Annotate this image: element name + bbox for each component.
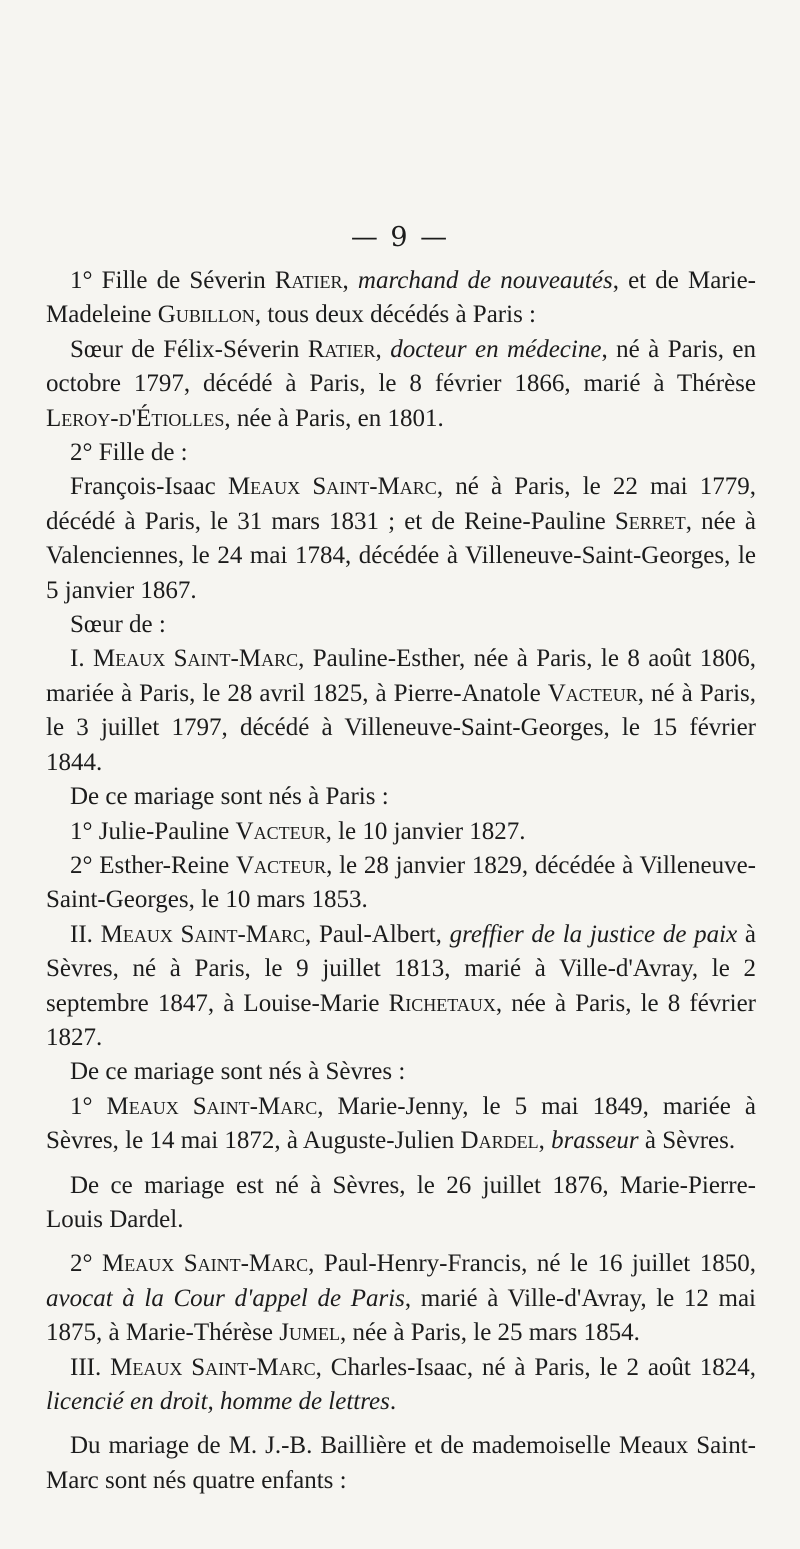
paragraph	[46, 1351, 756, 1420]
text-run: , marié à Ville-d'Avray, le 12 mai 1875, à Marie-Thérèse	[46, 1284, 756, 1347]
surname-text: Jumel	[279, 1319, 340, 1347]
text-run: ,	[538, 1127, 552, 1155]
surname-text: Meaux Saint-Marc	[100, 920, 306, 948]
paragraph	[46, 470, 756, 608]
italic-text: marchand de nouveautés	[357, 267, 613, 294]
text-run: Sœur de Félix-Séverin	[70, 335, 308, 363]
paragraph	[46, 1169, 756, 1238]
text-run: 1° Julie-Pauline	[70, 817, 236, 845]
text-run: , Charles-Isaac, né à Paris, le 2 août 1824,	[315, 1353, 756, 1381]
page-number: — 9 —	[350, 222, 450, 253]
text-run: à Sèvres.	[638, 1127, 736, 1155]
italic-text: brasseur	[551, 1127, 639, 1155]
paragraph	[46, 815, 756, 849]
surname-text: Ratier	[274, 267, 343, 294]
surname-text: Leroy-d'Étiolles	[46, 404, 225, 432]
italic-text: docteur en médecine	[390, 335, 602, 363]
paragraph	[46, 1247, 756, 1350]
surname-text: Gubillon	[157, 301, 255, 329]
italic-text: greffier de la justice de paix	[449, 920, 738, 948]
text-run: 1°	[70, 1092, 107, 1120]
text-run: III.	[70, 1353, 111, 1381]
text-run: Du mariage de M. J.-B. Baillière et de mademoiselle Meaux Saint-Marc sont nés quatre enfants :	[46, 1432, 756, 1494]
text-run: , et de Marie-Madeleine	[46, 267, 756, 329]
paragraph	[46, 642, 756, 780]
document-body	[46, 264, 756, 1498]
paragraph	[46, 849, 756, 918]
paragraph	[46, 1055, 756, 1089]
surname-text: Dardel	[460, 1127, 539, 1155]
italic-text: avocat à la Cour d'appel de Paris	[46, 1284, 405, 1312]
text-run: François-Isaac	[70, 473, 228, 501]
paragraph	[46, 1429, 756, 1498]
surname-text: Vacteur	[235, 817, 326, 845]
text-run: , née à Valenciennes, le 24 mai 1784, décédée à Villeneuve-Saint-Georges, le 5 janvier 1867.	[46, 507, 756, 604]
text-run: De ce mariage sont nés à Paris :	[70, 783, 389, 811]
paragraph	[46, 918, 756, 1056]
text-run: 2° Fille de :	[70, 439, 188, 467]
paragraph	[46, 608, 756, 642]
paragraph	[46, 333, 756, 436]
surname-text: Meaux Saint-Marc	[93, 645, 299, 673]
text-run: , née à Paris, le 8 février 1827.	[46, 989, 756, 1051]
paragraph	[46, 436, 756, 470]
text-run: Sœur de :	[70, 611, 166, 639]
text-run: , né à Paris, en octobre 1797, décédé à Paris, le 8 février 1866, marié à Thérèse	[46, 335, 757, 398]
surname-text: Meaux Saint-Marc	[102, 1250, 309, 1278]
text-run: , née à Paris, le 25 mars 1854.	[339, 1319, 640, 1347]
text-run: I.	[70, 645, 93, 673]
text-run: .	[389, 1388, 397, 1415]
text-run: 2°	[70, 1250, 102, 1278]
text-run: ,	[342, 267, 358, 294]
text-run: , Paul-Albert,	[305, 920, 450, 948]
italic-text: licencié en droit, homme de lettres	[46, 1388, 390, 1415]
paragraph	[46, 1090, 756, 1159]
text-run: II.	[70, 920, 101, 948]
paragraph	[46, 264, 756, 333]
text-run: , Marie-Jenny, le 5 mai 1849, mariée à Sèvres, le 14 mai 1872, à Auguste-Julien	[46, 1092, 756, 1155]
text-run: , né à Paris, le 22 mai 1779, décédé à Paris, le 31 mars 1831 ; et de Reine-Pauline	[46, 473, 756, 535]
text-run: ,	[375, 335, 391, 363]
surname-text: Meaux Saint-Marc	[227, 473, 437, 501]
text-run: De ce mariage est né à Sèvres, le 26 juillet 1876, Marie-Pierre-Louis Dardel.	[46, 1171, 756, 1233]
text-run: , le 28 janvier 1829, décédée à Villeneuve-Saint-Georges, le 10 mars 1853.	[46, 851, 756, 914]
surname-text: Meaux Saint-Marc	[110, 1353, 316, 1381]
text-run: De ce mariage sont nés à Sèvres :	[70, 1058, 406, 1086]
text-run: 1° Fille de Séverin	[70, 267, 275, 294]
text-run: , Pauline-Esther, née à Paris, le 8 août 1806, mariée à Paris, le 28 avril 1825, à Pierre-Anatole	[46, 645, 756, 707]
text-run: 2° Esther-Reine	[70, 851, 237, 879]
text-run: à Sèvres, né à Paris, le 9 juillet 1813, marié à Ville-d'Avray, le 2 septembre 1847, à Louise-Marie	[46, 920, 756, 1017]
text-run: , le 10 janvier 1827.	[325, 817, 526, 845]
text-run: , né à Paris, le 3 juillet 1797, décédé à Villeneuve-Saint-Georges, le 15 février 1844.	[46, 679, 756, 776]
text-run: , tous deux décédés à Paris :	[254, 301, 536, 329]
surname-text: Serret	[614, 507, 686, 535]
surname-text: Meaux Saint-Marc	[106, 1092, 318, 1120]
surname-text: Vacteur	[547, 679, 638, 707]
paragraph	[46, 780, 756, 814]
surname-text: Richetaux	[388, 989, 496, 1017]
text-run: , Paul-Henry-Francis, né le 16 juillet 1850,	[308, 1250, 756, 1278]
surname-text: Vacteur	[236, 851, 327, 879]
text-run: , née à Paris, en 1801.	[224, 404, 444, 432]
surname-text: Ratier	[307, 335, 376, 363]
